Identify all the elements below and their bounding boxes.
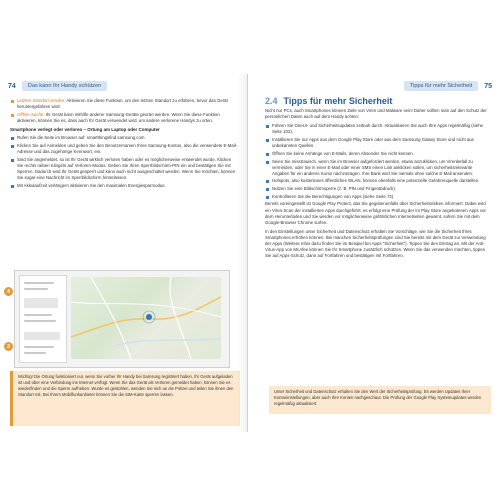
list-item: Führen Sie OneUI- und Sicherheitsupdates zeitnah durch. Aktualisieren Sie auch Ihre Apps regelmäßig (siehe Seite 102). xyxy=(265,123,489,135)
book-spread xyxy=(0,74,500,434)
left-running-head: Das kann Ihr Handy schützen xyxy=(22,81,107,91)
section-number: 2.4 xyxy=(265,96,278,106)
body-paragraph: In den Einstellungen unter Sicherheit und Datenschutz erhalten Sie Vorschläge, wie Sie die Sicherheit Ihres Smartphones erhöhen können. Bei manchen Sicherheitsprüfungen sind Sie bereits mit dem Gerät zur Verwendung der Apps (Weitere Infos dazu finden Sie im Beispiel bei Apps "Sicherheit"). Tippen Sie den Eintrag an. Mit der Anti-Virus-App von McAfee können Sie Ihr Smartphone zusätzlich schützen. Wenn Sie das verwenden möchten, tippen Sie auf Apps-Schutz, dann auf Fortfahren und bestätigen mit Fortfahren. xyxy=(265,228,486,259)
list-item: Kontrollieren Sie die Berechtigungen von Apps (siehe Seite 72). xyxy=(265,194,489,200)
section-title: Tipps für mehr Sicherheit xyxy=(283,96,393,106)
tip-text: Unter Sicherheit und Datenschutz erhalten Sie den Wert der Sicherheitsprüfung. Es werden Updates Ihrer Kontoeinstellungen, aber auch Ihre Konten nachgeschaut. Die Prüfung der Google Play Systemupdates werden regelmäßig aktualisiert. xyxy=(274,389,482,406)
list-item xyxy=(10,183,238,189)
list-item: Nutzen Sie eine Bildschirmsperre (z. B. PIN und Fingerabdruck). xyxy=(265,186,489,192)
map-roads xyxy=(71,277,221,359)
list-item: Öffnen Sie keine Anhänge von E-Mails, deren Absender Sie nicht kennen. xyxy=(265,151,489,157)
map-view xyxy=(71,277,221,359)
left-header xyxy=(8,80,244,92)
left-content xyxy=(10,98,238,190)
gutter-shadow xyxy=(237,74,247,432)
left-page-number: 74 xyxy=(8,82,16,90)
bullet-text: Aktivieren Sie diese Funktion, um den letzten Standort zu erfahren, bevor das Gerät heruntergefahren wird. xyxy=(17,98,228,110)
tip-text: Wichtig! Die Ortung funktioniert nur, wenn Sie vorher Ihr Handy bei Samsung registriert haben, Ihr Gerät aufgeladen ist und über eine Verbindung ins Internet verfügt. Wenn Sie das Gerät als Verloren gemeldet haben, können Sie es wiederfinden und die Sperre aufheben. Wurde es gestohlen, wenden Sie sich an die Polizei und teilen Sie ihnen den Standort mit. Bei Ihrem Mobilfunkanbieter können Sie die SIM-Karte sperren lassen. xyxy=(18,374,234,397)
section-heading xyxy=(265,98,489,104)
body-paragraph: Bereits voreingestellt ist Google Play Protect, das Sie gegebenenfalls über Sicherheitsrisiken informiert. Dabei wird ein Viren-Scan der installierten Apps durchgeführt, es erfolgt eine Prüfung der im Play Store angebotenen Apps vor dem Herunterladen und Sie werden vor möglicherweise gefährlichen Internetseiten gewarnt, sofern Sie mit dem Google-Browser Chrome surfen. xyxy=(265,201,486,225)
callout-badge: 4 xyxy=(4,287,13,296)
bullet-text: Sind Sie angemeldet, so ist Ihr Gerät wirklich verloren haben oder es möglicherweise entwendet wurde. Klicken Sie rechts neben Klingeln auf Verloren-Modus. Geben Sie Ihren Sperrbildschirm-PIN ein und bestätigen Sie mit Sperren. Dadurch wird Ihr Gerät gesperrt und kann auch nicht ausgeschaltet werden. Wenn Sie möchten, können Sie sogar eine Nachricht im Sperrbildschirm hinterlassen. xyxy=(17,156,236,180)
list-item xyxy=(10,143,238,155)
subheading: Smartphone verlegt oder verloren – Ortung am Laptop oder Computer xyxy=(10,126,160,132)
bullet-text: Mit Akkulaufzeit verlängern aktivieren Sie den maximalen Energiesparmodus. xyxy=(17,182,166,188)
bullet-keyword: Offline-Suche: xyxy=(17,111,45,117)
tip-box xyxy=(10,371,240,426)
right-content xyxy=(265,98,489,262)
bullet-keyword: Letzten Standort senden: xyxy=(17,98,66,103)
right-running-head: Tipps für mehr Sicherheit xyxy=(404,81,478,91)
callout-badge: 3 xyxy=(4,342,13,351)
screenshot-figure xyxy=(14,270,230,368)
right-header xyxy=(404,80,492,92)
list-item xyxy=(10,135,238,141)
phone-panel xyxy=(19,275,67,363)
bullet-text: Rufen Sie die Seite im Browser auf: smartthingsfind.samsung.com xyxy=(17,135,145,141)
right-page-number: 75 xyxy=(484,82,492,90)
left-page xyxy=(2,74,248,432)
list-item: Seien Sie misstrauisch, wenn Sie im Browser aufgefordert werden, etwas anzuklicken, um Virenbefall zu vermeiden, oder Sie in einer E-Mail oder einer SMS einen Link anklicken sollen, um sicherheitsrelevante Angaben für ein anderes Konto nachzutragen. Ihre Bank wird Sie niemals ohne solche E-Mail ansenden. xyxy=(265,159,489,177)
right-page xyxy=(251,74,498,432)
list-item xyxy=(10,157,238,181)
intro-paragraph: Nicht nur PCs, auch Smartphones können Ziele von Viren und Malware sein! Daher sollten man auf den Schutz der persönlichen Daten auch auf dem Handy achten: xyxy=(265,108,487,120)
list-item: Hotspots, also kostenloses öffentliches WLAN, können ebenfalls eine potenzielle Gefahrenquelle darstellen. xyxy=(265,178,489,184)
bullet-text: Ihr Gerät kann mithilfe anderer Samsung-Geräte geortet werden. Wenn Sie diese Funktion aktivieren, können Sie es, dass auch Ihr Gerät verwendet wird, um andere verlorene Handys zu orten. xyxy=(17,111,220,123)
list-item: Installieren Sie nur Apps aus dem Google Play Store oder aus dem Samsung Galaxy Store und nicht aus unbekannten Quellen. xyxy=(265,137,489,149)
tip-box xyxy=(269,386,491,414)
list-item xyxy=(10,98,238,110)
list-item xyxy=(10,112,238,124)
bullet-text: Klicken Sie auf Anmelden und geben Sie den Benutzernamen Ihres Samsung-Kontos, also die verwendete E-Mail-Adresse und das zugehörige Kennwort, ein. xyxy=(17,142,238,154)
